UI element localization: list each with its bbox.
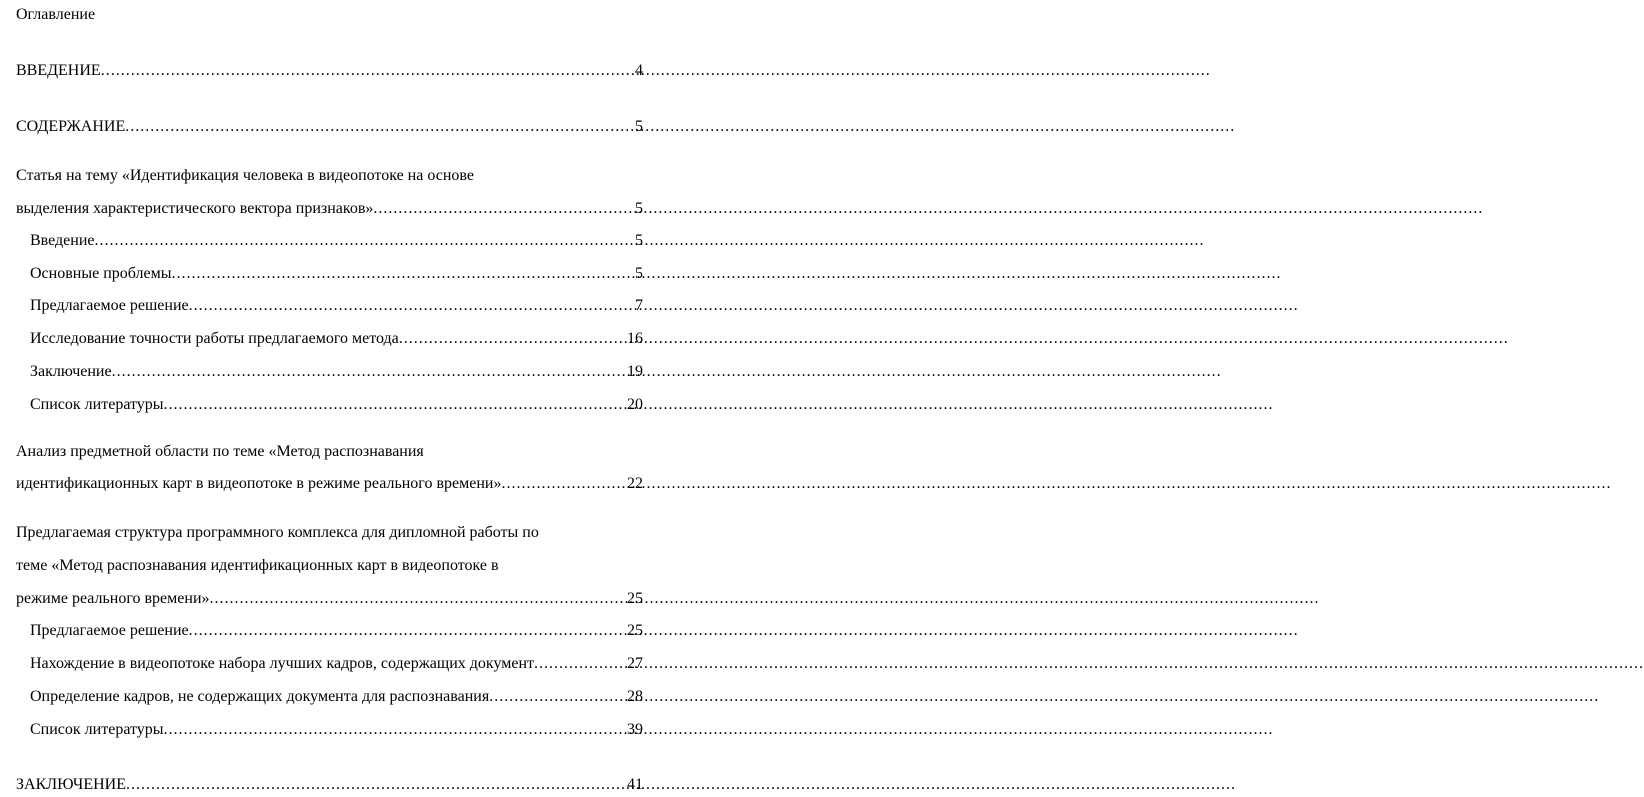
toc-entry-title: ВВЕДЕНИЕ <box>16 62 101 79</box>
toc-subentry[interactable] <box>30 620 643 642</box>
toc-entry-title: идентификационных карт в видеопотоке в режиме реального времени» <box>16 475 502 492</box>
toc-entry-page: 4 <box>635 62 643 79</box>
toc-subentry-page: 5 <box>635 265 643 282</box>
toc-entry-page: 5 <box>635 200 643 217</box>
toc-entry-title: СОДЕРЖАНИЕ <box>16 118 126 135</box>
toc-entry-title-last-line <box>16 588 643 610</box>
toc-entry-title: выделения характеристического вектора признаков» <box>16 200 374 217</box>
toc-subentry[interactable] <box>30 263 643 285</box>
dot-leader <box>373 198 635 220</box>
toc-subentry-page: 19 <box>627 363 643 380</box>
toc-subentry[interactable] <box>30 719 643 741</box>
toc-subentry[interactable] <box>30 295 643 317</box>
toc-entry-title-line: теме «Метод распознавания идентификационных карт в видеопотоке в <box>16 557 499 574</box>
toc-entry-title-last-line <box>16 473 643 495</box>
toc-subentry[interactable] <box>30 328 643 350</box>
dot-leader <box>189 295 635 317</box>
toc-entry-title-line: Статья на тему «Идентификация человека в видеопотоке на основе <box>16 167 474 184</box>
dot-leader <box>501 473 627 495</box>
toc-subentry-page: 25 <box>627 622 643 639</box>
toc-subentry-title: Предлагаемое решение <box>30 297 189 314</box>
dot-leader <box>210 588 628 610</box>
dot-leader <box>189 620 627 642</box>
toc-entry-title: режиме реального времени» <box>16 590 210 607</box>
toc-subentry-page: 5 <box>635 232 643 249</box>
toc-subentry-title: Основные проблемы <box>30 265 172 282</box>
toc-entry-conclusion[interactable] <box>16 774 643 796</box>
dot-leader <box>399 328 627 350</box>
dot-leader <box>126 774 627 796</box>
toc-entry-page: 41 <box>627 776 643 793</box>
toc-subentry-title: Нахождение в видеопотоке набора лучших кадров, содержащих документ <box>30 655 535 672</box>
toc-subentry-title: Список литературы <box>30 721 164 738</box>
toc-subentry-title: Введение <box>30 232 95 249</box>
dot-leader <box>125 116 635 138</box>
dot-leader <box>164 394 627 416</box>
toc-entry-title: ЗАКЛЮЧЕНИЕ <box>16 776 126 793</box>
toc-subentry-page: 20 <box>627 396 643 413</box>
dot-leader <box>489 686 627 708</box>
dot-leader <box>112 361 627 383</box>
toc-entry-title-line: Анализ предметной области по теме «Метод распознавания <box>16 443 424 460</box>
toc-entry-contents[interactable] <box>16 116 643 138</box>
toc-subentry-page: 28 <box>627 688 643 705</box>
toc-entry-page: 5 <box>635 118 643 135</box>
toc-subentry[interactable] <box>30 230 643 252</box>
toc-subentry[interactable] <box>30 686 643 708</box>
dot-leader <box>101 60 635 82</box>
toc-subentry-title: Исследование точности работы предлагаемого метода <box>30 330 399 347</box>
dot-leader <box>95 230 636 252</box>
toc-entry-page: 25 <box>627 590 643 607</box>
toc-subentry-title: Список литературы <box>30 396 164 413</box>
toc-entry-introduction[interactable] <box>16 60 643 82</box>
toc-subentry-page: 16 <box>627 330 643 347</box>
dot-leader <box>534 653 627 675</box>
toc-entry-title-last-line <box>16 198 643 220</box>
toc-heading: Оглавление <box>16 6 96 23</box>
toc-subentry[interactable] <box>30 361 643 383</box>
toc-subentry[interactable] <box>30 653 643 675</box>
dot-leader <box>171 263 635 285</box>
toc-subentry-title: Заключение <box>30 363 112 380</box>
toc-subentry-page: 27 <box>627 655 643 672</box>
toc-subentry[interactable] <box>30 394 643 416</box>
toc-subentry-title: Предлагаемое решение <box>30 622 189 639</box>
toc-entry-page: 22 <box>627 475 643 492</box>
toc-subentry-page: 39 <box>627 721 643 738</box>
toc-entry-title-line: Предлагаемая структура программного комплекса для дипломной работы по <box>16 524 539 541</box>
dot-leader <box>164 719 627 741</box>
toc-subentry-page: 7 <box>635 297 643 314</box>
toc-subentry-title: Определение кадров, не содержащих документа для распознавания <box>30 688 490 705</box>
